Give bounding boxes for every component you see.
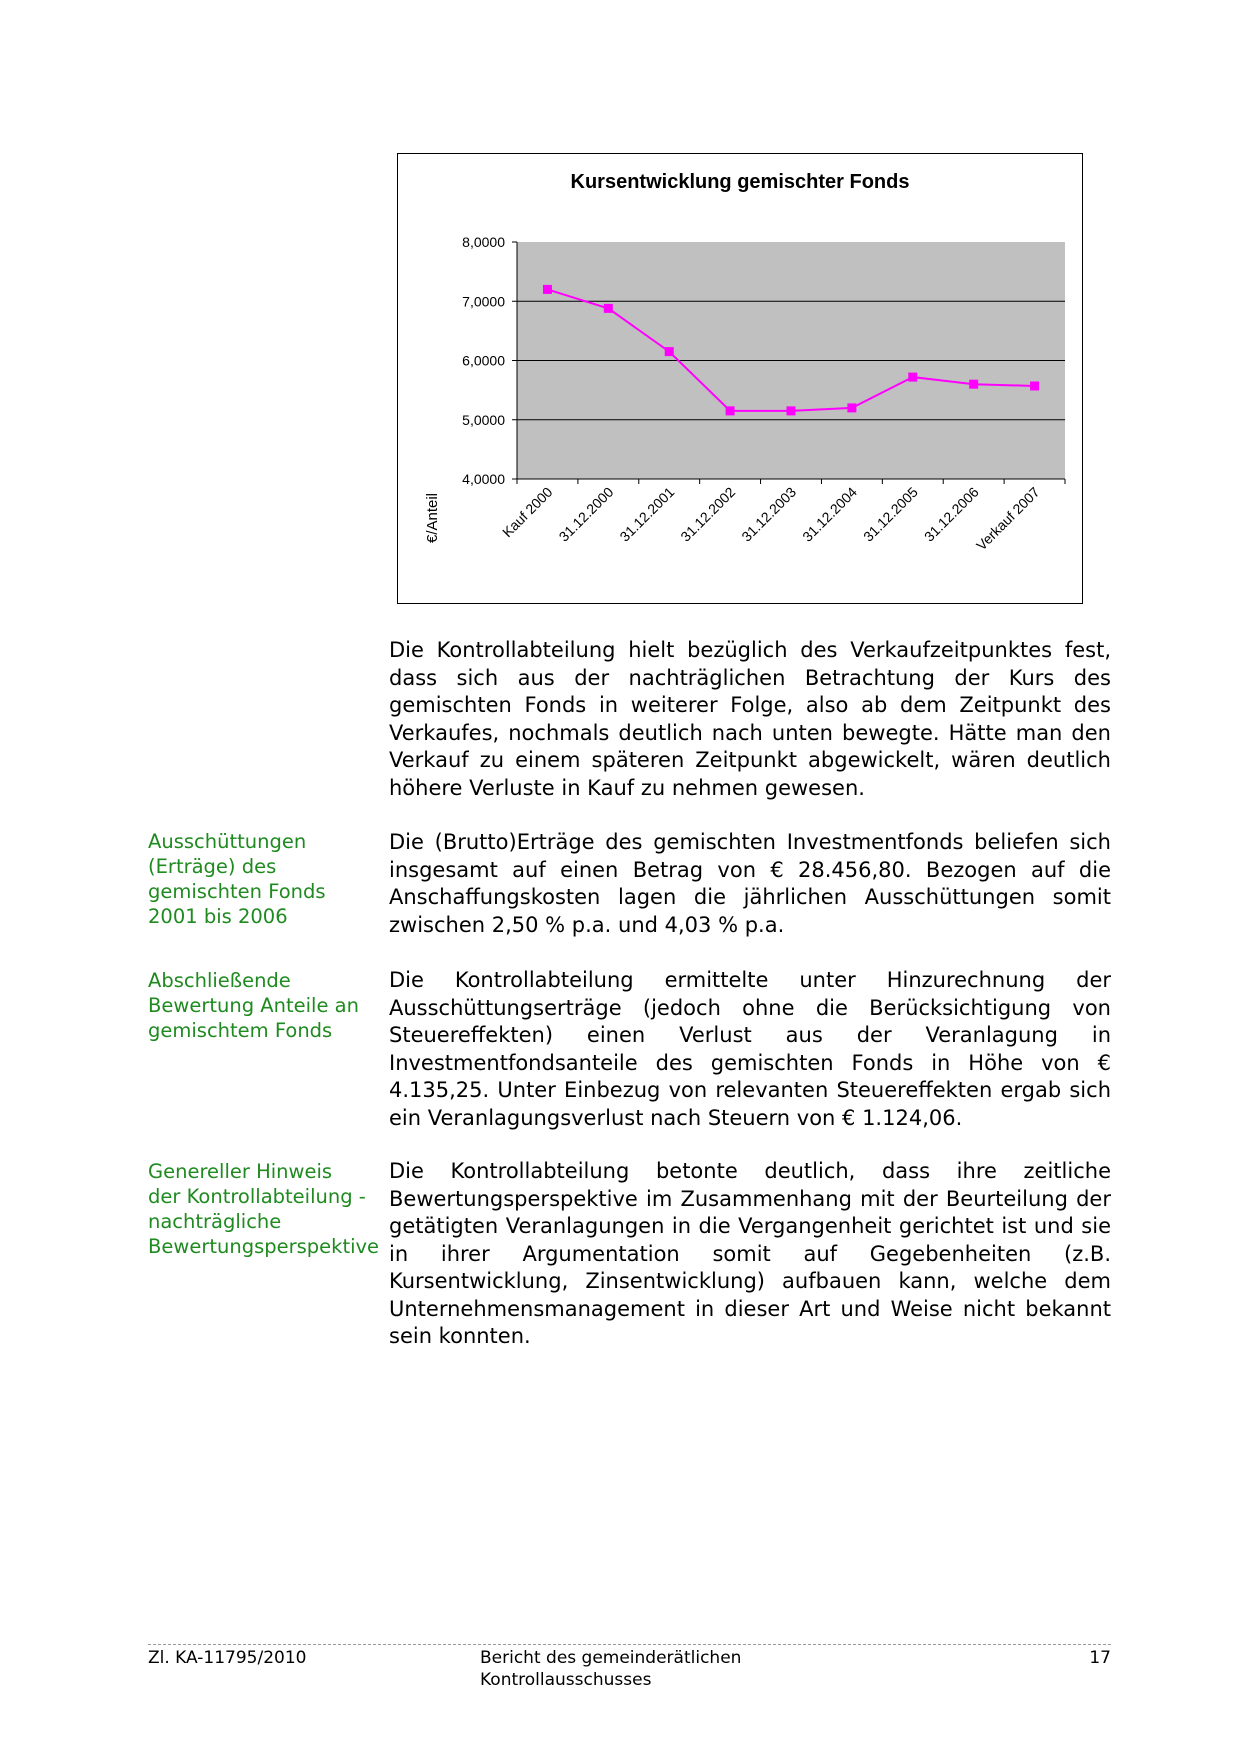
y-tick-label: 4,0000 [462, 471, 505, 487]
x-tick-label: 31.12.2002 [677, 483, 739, 545]
data-point [969, 380, 978, 389]
side-note-final-valuation: Abschließende Bewertung Anteile an gemischtem Fonds [148, 969, 359, 1042]
y-axis-label: €/Anteil [424, 492, 441, 544]
footer-reference: Zl. KA-11795/2010 [148, 1648, 307, 1668]
footer-page-number: 17 [1089, 1648, 1111, 1668]
y-tick-label: 7,0000 [462, 293, 505, 310]
x-tick-label: Verkauf 2007 [973, 483, 1043, 554]
footer-divider [148, 1644, 1111, 1645]
data-point [908, 373, 917, 382]
data-point [787, 406, 796, 415]
x-tick-label: 31.12.2000 [555, 483, 617, 545]
paragraph-distributions: Die (Brutto)Erträge des gemischten Investmentfonds beliefen sich insgesamt auf einen Betrag von € 28.456,80. Bezogen auf die Anschaffungskosten lagen die jährlichen Ausschüttungen somit zwischen 2,50 % p.a. und 4,03 % p.a. [389, 830, 1111, 937]
x-tick-label: 31.12.2006 [920, 483, 982, 545]
data-point [604, 304, 613, 313]
data-point [1030, 381, 1039, 390]
y-tick-label: 6,0000 [462, 352, 505, 369]
data-point [726, 406, 735, 415]
paragraph-final-valuation: Die Kontrollabteilung ermittelte unter Hinzurechnung der Ausschüttungserträge (jedoch ohne die Berücksichtigung von Steuereffekten) einen Verlust aus der Veranlagung in Investmentfondsanteile des gemischten Fonds in Höhe von € 4.135,25. Unter Einbezug von relevanten Steuereffekten ergab sich ein Veranlagungsverlust nach Steuern von € 1.124,06. [389, 968, 1111, 1130]
data-point [665, 347, 674, 356]
x-tick-label: 31.12.2005 [860, 483, 921, 545]
x-tick-label: 31.12.2004 [799, 483, 861, 545]
side-note-general-remark: Genereller Hinweis der Kontrollabteilung - nachträgliche Bewertungsperspektive [148, 1160, 380, 1258]
side-note-distributions: Ausschüttungen (Erträge) des gemischten Fonds 2001 bis 2006 [148, 830, 326, 928]
price-chart [397, 153, 1083, 604]
x-tick-label: 31.12.2003 [738, 483, 800, 545]
data-point [847, 403, 856, 412]
y-tick-label: 8,0000 [462, 234, 505, 250]
x-tick-label: 31.12.2001 [616, 483, 678, 545]
footer-report-title: Bericht des gemeinderätlichen Kontrollausschusses [480, 1648, 742, 1690]
paragraph-general-remark: Die Kontrollabteilung betonte deutlich, dass ihre zeitliche Bewertungsperspektive im Zusammenhang mit der Beurteilung der getätigten Veranlagungen in die Vergangenheit gerichtet ist und sie in ihrer Argumentation somit auf Gegebenheiten (z.B. Kursentwicklung, Zinsentwicklung) aufbauen kann, welche dem Unternehmensmanagement in dieser Art und Weise nicht bekannt sein konnten. [389, 1159, 1111, 1348]
chart-title: Kursentwicklung gemischter Fonds [570, 171, 910, 193]
data-point [543, 285, 552, 294]
price-chart-svg [398, 154, 1082, 603]
paragraph-sale-timing: Die Kontrollabteilung hielt bezüglich des Verkaufzeitpunktes fest, dass sich aus der nachträglichen Betrachtung der Kurs des gemischten Fonds in weiterer Folge, also ab dem Zeitpunkt des Verkaufes, nochmals deutlich nach unten bewegte. Hätte man den Verkauf zu einem späteren Zeitpunkt abgewickelt, wären deutlich höhere Verluste in Kauf zu nehmen gewesen. [389, 638, 1111, 800]
x-tick-label: Kauf 2000 [499, 483, 556, 541]
y-tick-label: 5,0000 [462, 411, 505, 428]
